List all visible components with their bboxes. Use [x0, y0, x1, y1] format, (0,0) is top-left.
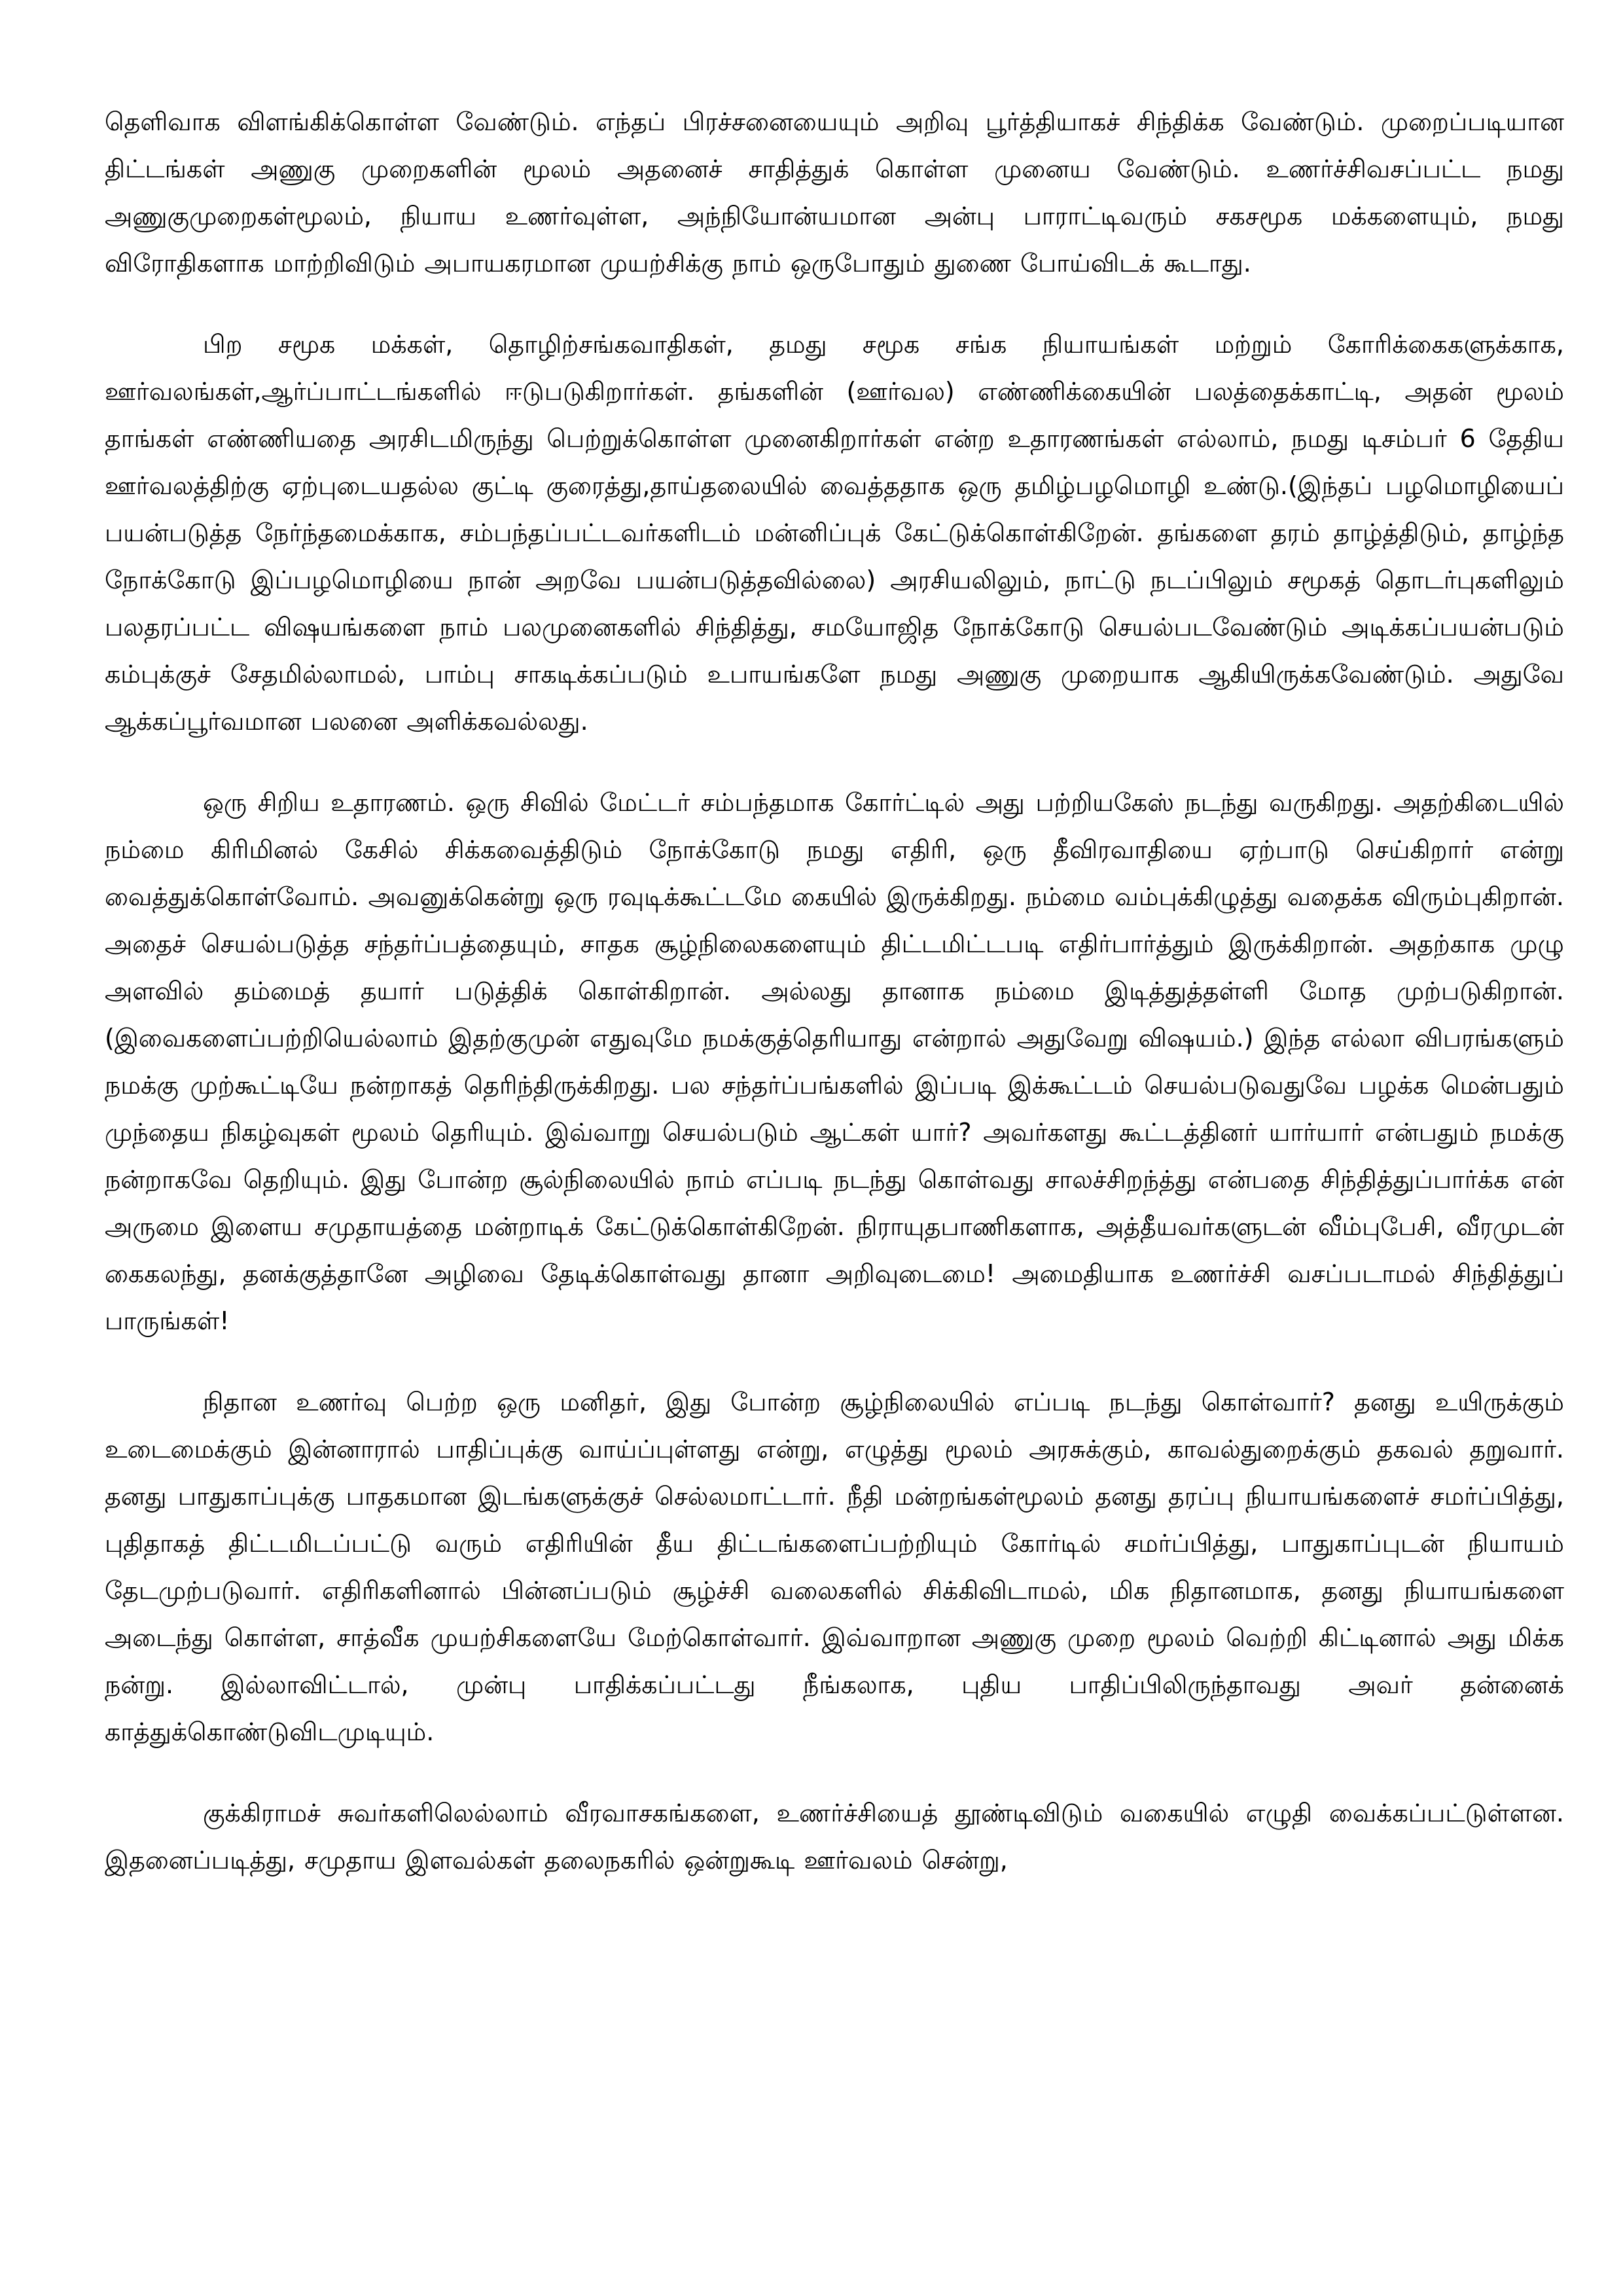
paragraph-2: பிற சமூக மக்கள், தொழிற்சங்கவாதிகள், தமது சமூக சங்க நியாயங்கள் மற்றும் கோரிக்கைகளுக்காக, ஊர்வலங்கள்,ஆர்ப்பாட்டங்களில் ஈடுபடுகிறார்கள். தங்களின் (ஊர்வல) எண்ணிக்கையின் பலத்தைக்காட்டி, அதன் மூலம் தாங்கள் எண்ணியதை அரசிடமிருந்து பெற்றுக்கொள்ள முனைகிறார்கள் என்ற உதாரணங்கள் எல்லாம், நமது டிசம்பர் 6 தேதிய ஊர்வலத்திற்கு ஏற்புடையதல்ல குட்டி குரைத்து,தாய்தலையில் வைத்ததாக ஒரு தமிழ்பழமொழி உண்டு.(இந்தப் பழமொழியைப் பயன்படுத்த நேர்ந்தமைக்காக, சம்பந்தப்பட்டவர்களிடம் மன்னிப்புக் கேட்டுக்கொள்கிறேன். தங்களை தரம் தாழ்த்திடும், தாழ்ந்த நோக்கோடு இப்பழமொழியை நான் அறவே பயன்படுத்தவில்லை) அரசியலிலும், நாட்டு நடப்பிலும் சமூகத் தொடர்புகளிலும் பலதரப்பட்ட விஷயங்களை நாம் பலமுனைகளில் சிந்தித்து, சமயோஜித நோக்கோடு செயல்படவேண்டும் அடிக்கப்பயன்படும் கம்புக்குச் சேதமில்லாமல், பாம்பு சாகடிக்கப்படும் உபாயங்களே நமது அணுகு முறையாக ஆகியிருக்கவேண்டும். அதுவே ஆக்கப்பூர்வமான பலனை அளிக்கவல்லது.: [105, 330, 1564, 736]
paragraph-4: நிதான உணர்வு பெற்ற ஒரு மனிதர், இது போன்ற சூழ்நிலையில் எப்படி நடந்து கொள்வார்? தனது உயிருக்கும் உடைமைக்கும் இன்னாரால் பாதிப்புக்கு வாய்ப்புள்ளது என்று, எழுத்து மூலம் அரசுக்கும், காவல்துறைக்கும் தகவல் தறுவார். தனது பாதுகாப்புக்கு பாதகமான இடங்களுக்குச் செல்லமாட்டார். நீதி மன்றங்கள்மூலம் தனது தரப்பு நியாயங்களைச் சமர்ப்பித்து, புதிதாகத் திட்டமிடப்பட்டு வரும் எதிரியின் தீய திட்டங்களைப்பற்றியும் கோர்டில் சமர்ப்பித்து, பாதுகாப்புடன் நியாயம் தேடமுற்படுவார். எதிரிகளினால் பின்னப்படும் சூழ்ச்சி வலைகளில் சிக்கிவிடாமல், மிக நிதானமாக, தனது நியாயங்களை அடைந்து கொள்ள, சாத்வீக முயற்சிகளையே மேற்கொள்வார். இவ்வாறான அணுகு முறை மூலம் வெற்றி கிட்டினால் அது மிக்க நன்று. இல்லாவிட்டால், முன்பு பாதிக்கப்பட்டது நீங்கலாக, புதிய பாதிப்பிலிருந்தாவது அவர் தன்னைக் காத்துக்கொண்டுவிடமுடியும்.: [105, 1388, 1564, 1746]
document-body: [105, 98, 1564, 1884]
paragraph-1: தெளிவாக விளங்கிக்கொள்ள வேண்டும். எந்தப் பிரச்சனையையும் அறிவு பூர்த்தியாகச் சிந்திக்க வேண்டும். முறைப்படியான திட்டங்கள் அணுகு முறைகளின் மூலம் அதனைச் சாதித்துக் கொள்ள முனைய வேண்டும். உணர்ச்சிவசப்பட்ட நமது அணுகுமுறைகள்மூலம், நியாய உணர்வுள்ள, அந்நியோன்யமான அன்பு பாராட்டிவரும் சகசமூக மக்களையும், நமது விரோதிகளாக மாற்றிவிடும் அபாயகரமான முயற்சிக்கு நாம் ஒருபோதும் துணை போய்விடக் கூடாது.: [105, 107, 1564, 278]
paragraph-5: குக்கிராமச் சுவர்களிலெல்லாம் வீரவாசகங்களை, உணர்ச்சியைத் தூண்டிவிடும் வகையில் எழுதி வைக்கப்பட்டுள்ளன. இதனைப்படித்து, சமுதாய இளவல்கள் தலைநகரில் ஒன்றுகூடி ஊர்வலம் சென்று,: [105, 1799, 1564, 1874]
paragraph-3: ஒரு சிறிய உதாரணம். ஒரு சிவில் மேட்டர் சம்பந்தமாக கோர்ட்டில் அது பற்றியகேஸ் நடந்து வருகிறது. அதற்கிடையில் நம்மை கிரிமினல் கேசில் சிக்கவைத்திடும் நோக்கோடு நமது எதிரி, ஒரு தீவிரவாதியை ஏற்பாடு செய்கிறார் என்று வைத்துக்கொள்வோம். அவனுக்கென்று ஒரு ரவுடிக்கூட்டமே கையில் இருக்கிறது. நம்மை வம்புக்கிழுத்து வதைக்க விரும்புகிறான். அதைச் செயல்படுத்த சந்தர்ப்பத்தையும், சாதக சூழ்நிலைகளையும் திட்டமிட்டபடி எதிர்பார்த்தும் இருக்கிறான். அதற்காக முழு அளவில் தம்மைத் தயார் படுத்திக் கொள்கிறான். அல்லது தானாக நம்மை இடித்துத்தள்ளி மோத முற்படுகிறான். (இவைகளைப்பற்றியெல்லாம் இதற்குமுன் எதுவுமே நமக்குத்தெரியாது என்றால் அதுவேறு விஷயம்.) இந்த எல்லா விபரங்களும் நமக்கு முற்கூட்டியே நன்றாகத் தெரிந்திருக்கிறது. பல சந்தர்ப்பங்களில் இப்படி இக்கூட்டம் செயல்படுவதுவே பழக்க மென்பதும் முந்தைய நிகழ்வுகள் மூலம் தெரியும். இவ்வாறு செயல்படும் ஆட்கள் யார்? அவர்களது கூட்டத்தினர் யார்யார் என்பதும் நமக்கு நன்றாகவே தெறியும். இது போன்ற சூல்நிலையில் நாம் எப்படி நடந்து கொள்வது சாலச்சிறந்த்து என்பதை சிந்தித்துப்பார்க்க என் அருமை இளைய சமுதாயத்தை மன்றாடிக் கேட்டுக்கொள்கிறேன். நிராயுதபாணிகளாக, அத்தீயவர்களுடன் வீம்புபேசி, வீரமுடன் கைகலந்து, தனக்குத்தானே அழிவை தேடிக்கொள்வது தானா அறிவுடைமை! அமைதியாக உணர்ச்சி வசப்படாமல் சிந்தித்துப் பாருங்கள்!: [105, 788, 1564, 1335]
